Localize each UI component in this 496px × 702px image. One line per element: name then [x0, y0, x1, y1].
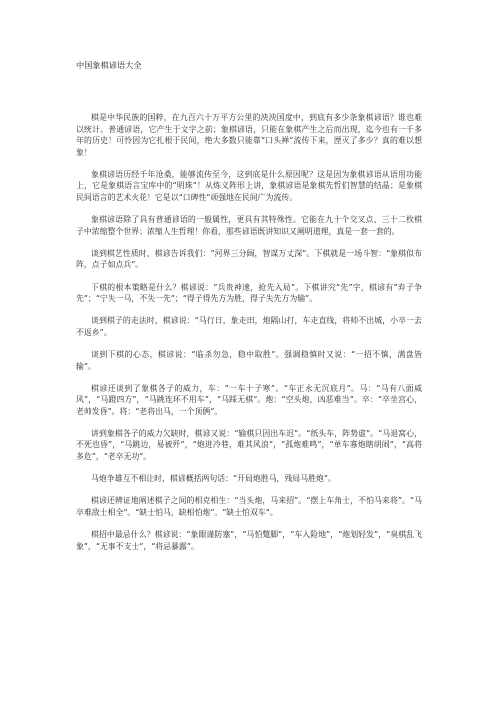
paragraph: 谈到棋艺性质时，棋谚告诉我们：“河界三分阔，智谋万丈深”。下棋就是一场斗智：“象棋似布阵，点子如点兵”。	[76, 248, 422, 270]
paragraph: 棋谚还谈到了象棋各子的威力，车：“一车十子寒”。“车正永无沉底月”。马：“马有八面威风”，“马蹬四方”，“马跳连环不用车”，“马踩无棋”。炮：“空头炮，凶恶难当”。卒：“卒坐宫心，老帅发昏”。将：“老将出马，一个顶俩”。	[76, 383, 422, 416]
paragraph: 棋招中最忌什么？棋谚说：“象眼谨防塞”，“马怕蹩脚”，“车入险地”，“炮划轻发”，“臭棋乱飞象”，“无事不支士”，“将忌暴露”。	[76, 529, 422, 551]
paragraph: 谈到棋子的走法时，棋谚说：“马行日，象走田，炮隔山打，车走直线，将帅不出城，小卒一去不返乡”。	[76, 316, 422, 337]
paragraph: 象棋谚语除了具有普通谚语的一般属性，更具有其特殊性。它能在九十个交叉点、三十二枚棋子中浓缩整个世界；浓缩人生哲理！你看，那些谚语既讲知识又阐明道理，真是一套一套的。	[76, 215, 422, 236]
paragraph: 谈到下棋的心态，棋谚说：“临杀勿急，稳中取胜”。强调稳慎时又说：“一招不慎，满盘皆输”。	[76, 349, 422, 371]
document-body	[76, 112, 422, 552]
paragraph: 棋谚还辨证地阐述棋子之间的相克相生：“当头炮，马来招”。“摆上车角士，不怕马来将”。“马卒难敌士相全”。“缺士怕马，缺相怕炮”。“缺士怕双车”。	[76, 496, 422, 517]
paragraph: 棋是中华民族的国粹，在九百六十万平方公里的泱泱国度中，到底有多少条象棋谚语？谁也难以统计。普通谚语，它产生于文字之前；象棋谚语，只能在象棋产生之后而出现，迄今也有一千多年的历史！可怜因为它扎根于民间，绝大多数只能靠“口头禅”流传下来，湮灭了多少？真的难以想象！	[76, 113, 422, 157]
paragraph: 马炮争雄互不相让时，棋谚概括两句话：“开局炮胜马，残局马胜炮”。	[91, 474, 336, 484]
paragraph: 象棋谚语历经千年沧桑，能够流传至今，这到底是什么原因呢？这是因为象棋谚语从语用功能上，它是象棋语言宝库中的“明珠”！从炼义阵形上讲，象棋谚语是象棋先哲们智慧的结晶；是象棋民间语言的艺术火花！它是以“口碑性”顽强地在民间广为流传。	[76, 169, 422, 203]
paragraph: 讲到象棋各子的威力欠缺时，棋谚又说：“输棋只因出车迟”。“纸头车，阵势虚”。“马退窝心，不死也昏”，“马跳边，易被歼”，“炮进冷巷，难其风浪”，“孤炮难鸣”，“单车寡炮瞎胡闹”，“高将多危”，“老卒无功”。	[76, 428, 422, 462]
paragraph: 下棋的根本策略是什么？棋谚说：“兵贵神速，抢先入局”。下棋讲究“先”字，棋谚有“弃子争先”；“宁失一马，不失一先”；“得子得先方为胜，得子失先方为输”。	[76, 282, 422, 304]
document-title: 中国象棋谚语大全	[76, 60, 142, 70]
